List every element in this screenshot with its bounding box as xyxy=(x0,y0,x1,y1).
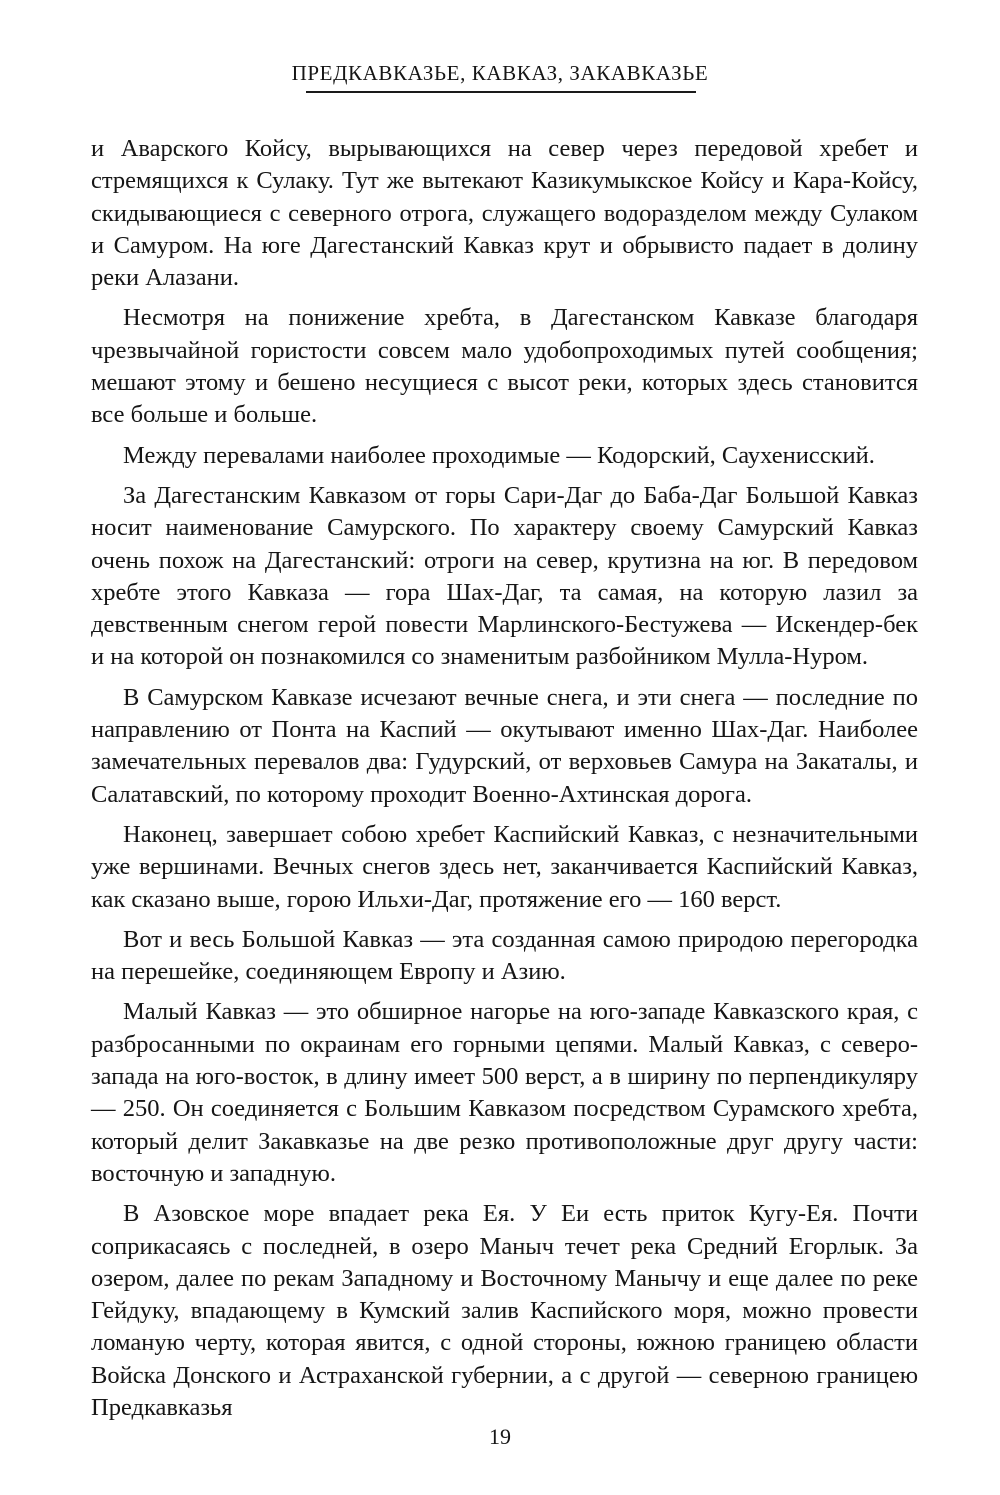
running-head: ПРЕДКАВКАЗЬЕ, КАВКАЗ, ЗАКАВКАЗЬЕ xyxy=(291,61,709,85)
paragraph: За Дагестанским Кавказом от горы Сари-Даг до Баба-Даг Большой Кавказ носит наименование Самурского. По характеру своему Самурский Кавказ очень похож на Дагестанский: отроги на север, крутизна на юг. В передовом хребте этого Кавказа — гора Шах-Даг, та самая, на которую лазил за девственным снегом герой повести Марлинского-Бестужева — Искендер-бек и на которой он познакомился со знаменитым разбойником Мулла-Нуром. xyxy=(91,481,918,671)
paragraph: Вот и весь Большой Кавказ — эта созданная самою природою перегородка на перешейке, соединяющем Европу и Азию. xyxy=(91,925,918,986)
paragraph: Между перевалами наиболее проходимые — Кодорский, Саухенисский. xyxy=(123,441,875,469)
paragraph: В Самурском Кавказе исчезают вечные снега, и эти снега — последние по направлению от Понта на Каспий — окутывают именно Шах-Даг. Наиболее замечательных перевалов два: Гудурский, от верховьев Самура на Закаталы, и Салатавский, по которому проходит Военно-Ахтинская дорога. xyxy=(91,683,918,808)
body-text xyxy=(91,133,918,1432)
paragraph: Несмотря на понижение хребта, в Дагестанском Кавказе благодаря чрезвычайной гористости совсем мало удобопроходимых путей сообщения; мешают этому и бешено несущиеся с высот реки, которых здесь становится все больше и больше. xyxy=(91,304,918,429)
paragraph: В Азовское море впадает река Ея. У Еи есть приток Кугу-Ея. Почти соприкасаясь с последней, в озеро Маныч течет река Средний Егорлык. За озером, далее по рекам Западному и Восточному Манычу и еще далее по реке Гейдуку, впадающему в Кумский залив Каспийского моря, можно провести ломаную черту, которая явится, с одной стороны, южною границею области Войска Донского и Астраханской губернии, а с другой — северною границею Предкавказья xyxy=(91,1200,918,1421)
page-number: 19 xyxy=(489,1424,511,1449)
paragraph: Наконец, завершает собою хребет Каспийский Кавказ, с незначительными уже вершинами. Вечных снегов здесь нет, заканчивается Каспийский Кавказ, как сказано выше, горою Ильхи-Даг, протяжение его — 160 верст. xyxy=(91,820,918,913)
header-rule xyxy=(306,91,696,93)
paragraph: Малый Кавказ — это обширное нагорье на юго-западе Кавказского края, с разбросанными по окраинам его горными цепями. Малый Кавказ, с северо-запада на юго-восток, в длину имеет 500 верст, а в ширину по перпендикуляру — 250. Он соединяется с Большим Кавказом посредством Сурамского хребта, который делит Закавказье на две резко противоположные друг другу части: восточную и западную. xyxy=(91,998,918,1187)
paragraph-continued: и Аварского Койсу, вырывающихся на север через передовой хребет и стремящихся к Сулаку. Тут же вытекают Казикумыкское Койсу и Кара-Койсу, скидывающиеся с северного отрога, служащего водоразделом между Сулаком и Самуром. На юге Дагестанский Кавказ крут и обрывисто падает в долину реки Алазани. xyxy=(91,135,918,292)
